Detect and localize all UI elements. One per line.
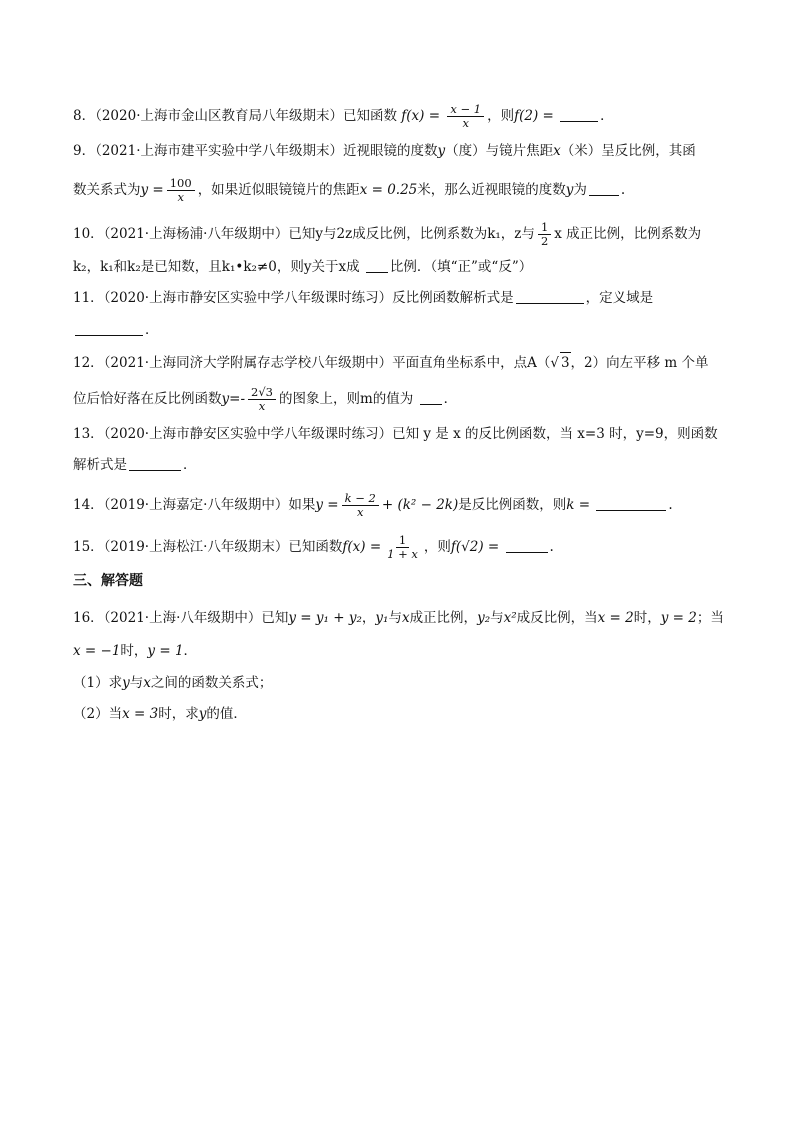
q-text: 已知y与2z成反比例，比例系数为k₁，z与 — [288, 226, 535, 242]
q-number: 14． — [73, 497, 104, 513]
q-text: 的图象上，则m的值为 — [278, 391, 414, 407]
q-text: 比例．（填“正”或“反”） — [389, 259, 533, 275]
fraction-numerator: 2√3 — [248, 386, 276, 400]
q-text: k₂，k₁和k₂是已知数，且k₁•k₂≠0，则y关于x成 — [73, 259, 360, 275]
q-text: ，则 — [487, 108, 515, 124]
q-number: 13． — [73, 426, 104, 442]
q-text: 已知 — [261, 610, 289, 626]
fraction-denominator: x — [356, 505, 364, 519]
math-var: x — [553, 143, 561, 159]
q-end: ． — [600, 108, 614, 124]
math-value: y = 2 — [660, 610, 697, 626]
q-text: 为 — [573, 182, 587, 198]
q-text: 近视眼镜的度数 — [343, 143, 438, 159]
q-text: x 成正比例，比例系数为 — [554, 226, 702, 242]
q-text: （1）求 — [73, 675, 123, 691]
q-text: 与 — [388, 610, 402, 626]
q-source: （2019·上海松江·八年级期末） — [103, 539, 289, 555]
q-text: ；当 — [696, 610, 724, 626]
question-16-line2 — [73, 641, 197, 661]
math-eq: y = — [140, 182, 164, 198]
q-text: ，则 — [423, 539, 451, 555]
math-expression: + (k² − 2k) — [381, 497, 459, 513]
math-var: y₁ — [375, 610, 389, 626]
q-source: （2021·上海同济大学附属存志学校八年级期中） — [103, 355, 393, 371]
answer-blank[interactable] — [516, 289, 584, 304]
fraction — [167, 177, 195, 204]
question-11-line2 — [73, 320, 159, 340]
math-eq: y = y₁ + y₂ — [288, 610, 362, 626]
math-value: y = 1 — [147, 643, 184, 659]
question-9-line2 — [73, 177, 625, 204]
q-text: ， — [361, 610, 376, 626]
q-end: ． — [183, 457, 197, 473]
q-end: . — [668, 497, 673, 513]
question-9 — [73, 141, 696, 161]
q-text: （米）呈反比例，其函 — [560, 143, 696, 159]
fraction-denominator: x — [258, 399, 266, 413]
q-text: 之间的函数关系式； — [150, 675, 273, 691]
question-12 — [73, 352, 709, 373]
q-text: 平面直角坐标系中，点A（ — [392, 355, 551, 371]
q-text: 时， — [120, 643, 148, 659]
fraction — [538, 221, 551, 248]
question-16-part2 — [73, 704, 247, 724]
question-13 — [73, 424, 718, 444]
question-11 — [73, 288, 653, 308]
math-value: x = 3 — [122, 706, 159, 722]
math-eq: y=- — [221, 391, 245, 407]
math-var: y — [437, 143, 446, 159]
math-var: y — [122, 675, 130, 691]
q-source: （2020·上海市静安区实验中学八年级课时练习） — [103, 426, 393, 442]
math-fx: f(x) = — [401, 108, 441, 124]
q-text: 反比例函数解析式是 — [392, 290, 514, 306]
math-var: x² — [503, 610, 517, 626]
math-var: x — [401, 610, 410, 626]
q-text: 解析式是 — [73, 457, 127, 473]
q-number: 12． — [73, 355, 104, 371]
q-source: （2021·上海市建平实验中学八年级期末） — [95, 143, 343, 159]
q-text: 成反比例，当 — [516, 610, 598, 626]
answer-blank[interactable] — [75, 321, 143, 336]
fraction-numerator: 100 — [167, 177, 195, 191]
question-10 — [73, 221, 701, 248]
q-end: . — [549, 539, 554, 555]
q-end: ． — [443, 391, 458, 407]
q-text: 与 — [129, 675, 144, 691]
q-source: （2021·上海杨浦·八年级期中） — [103, 226, 289, 242]
math-var: y — [198, 706, 207, 722]
fraction-denominator: x — [177, 190, 184, 204]
q-text: ，2）向左平移 m 个单 — [570, 355, 709, 371]
math-value: x = −1 — [73, 643, 121, 659]
answer-blank[interactable] — [596, 496, 666, 511]
math-fx: f(x) = — [342, 539, 382, 555]
q-number: 15． — [73, 539, 104, 555]
q-end: . — [620, 182, 626, 198]
sqrt-sign-icon: √ — [550, 355, 559, 371]
q-number: 16． — [73, 610, 104, 626]
question-8 — [73, 103, 614, 130]
q-number: 8． — [73, 108, 96, 124]
fraction-numerator: 1 — [538, 221, 551, 235]
q-text: 时，求 — [158, 706, 199, 722]
q-number: 11． — [73, 290, 104, 306]
q-source: （2019·上海嘉定·八年级期中） — [103, 497, 289, 513]
q-text: 已知 y 是 x 的反比例函数，当 x=3 时，y=9，则函数 — [392, 426, 718, 442]
math-f2: f(2) = — [514, 108, 554, 124]
q-text: 如果 — [288, 497, 316, 513]
q-text: ，如果近似眼镜镜片的焦距 — [197, 182, 360, 198]
q-source: （2020·上海市金山区教育局八年级期末） — [95, 108, 343, 124]
q-text: ，定义域是 — [585, 290, 654, 306]
question-10-line2 — [73, 257, 532, 277]
fraction — [342, 492, 379, 519]
q-text: 数关系式为 — [73, 182, 141, 198]
answer-blank[interactable] — [420, 390, 442, 405]
fraction-denominator: 2 — [540, 234, 549, 248]
q-text: （2）当 — [73, 706, 123, 722]
q-number: 10． — [73, 226, 104, 242]
section-heading: 三、解答题 — [73, 573, 143, 589]
q-text: 是反比例函数，则 — [458, 497, 567, 513]
math-var: k = — [566, 497, 591, 513]
question-16 — [73, 608, 724, 628]
q-text: 位后恰好落在反比例函数 — [73, 391, 222, 407]
fraction — [384, 534, 421, 561]
q-text: ． — [183, 643, 198, 659]
math-var: x — [143, 675, 151, 691]
q-number: 9． — [73, 143, 96, 159]
math-var: y₂ — [477, 610, 491, 626]
math-value: x = 2 — [597, 610, 634, 626]
q-text: （度）与镜片焦距 — [445, 143, 554, 159]
q-text: 已知函数 — [343, 108, 397, 124]
fraction-numerator: x − 1 — [447, 103, 484, 117]
math-eq: y = — [315, 497, 339, 513]
fraction-denominator: x — [462, 116, 469, 130]
question-16-part1 — [73, 673, 272, 693]
q-text: 时， — [633, 610, 661, 626]
q-source: （2021·上海·八年级期中） — [103, 610, 262, 626]
math-value: x = 0.25 — [359, 182, 418, 198]
answer-blank[interactable] — [560, 107, 598, 122]
question-13-line2 — [73, 455, 197, 475]
math-f-sqrt2: f(√2) = — [450, 539, 500, 555]
fraction — [248, 386, 276, 413]
fraction-numerator: k − 2 — [342, 492, 379, 506]
fraction — [447, 103, 484, 130]
q-text: 米，那么近视眼镜的度数 — [417, 182, 566, 198]
math-var: y — [565, 182, 574, 198]
q-source: （2020·上海市静安区实验中学八年级课时练习） — [103, 290, 393, 306]
fraction-numerator: 1 — [396, 534, 409, 548]
question-12-line2 — [73, 386, 457, 413]
answer-blank[interactable] — [506, 538, 548, 553]
answer-blank[interactable] — [589, 181, 619, 196]
q-end: ． — [145, 322, 159, 338]
q-text: 成正比例， — [409, 610, 478, 626]
answer-blank[interactable] — [366, 258, 388, 273]
q-text: 与 — [490, 610, 504, 626]
q-text: 的值． — [206, 706, 247, 722]
question-15 — [73, 534, 554, 561]
q-text: 已知函数 — [288, 539, 343, 555]
question-14 — [73, 492, 673, 519]
fraction-denominator: 1 + x — [387, 547, 418, 561]
sqrt-value: 3 — [560, 352, 571, 373]
answer-blank[interactable] — [129, 456, 181, 471]
